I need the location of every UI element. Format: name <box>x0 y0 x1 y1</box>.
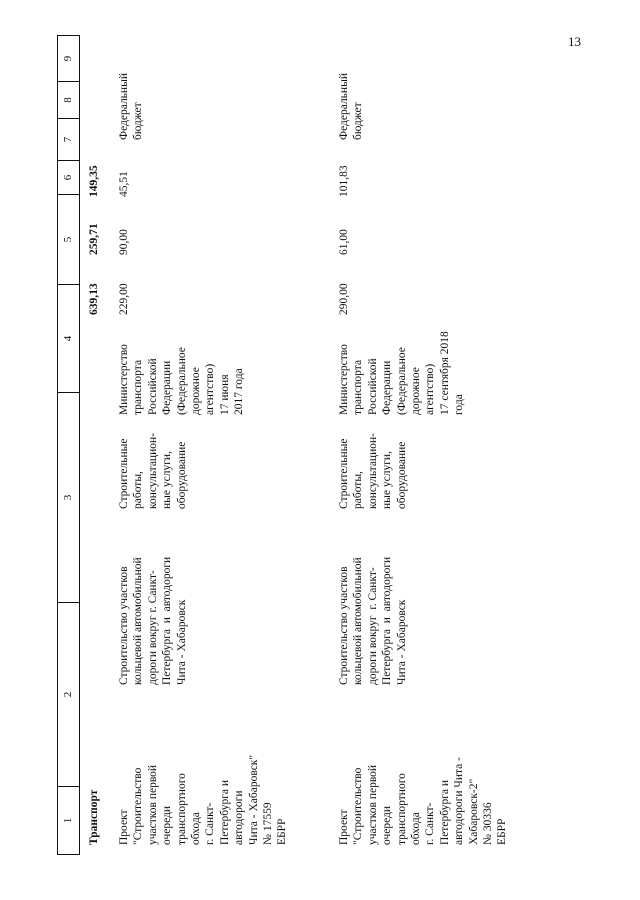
row-1-col7: 90,00 <box>118 229 130 255</box>
rotated-table <box>57 35 592 855</box>
row-1-executor: Министерство транспорта Российской Федерации (Федеральное дорожное агентство) 17 июня 2017 года <box>118 344 246 415</box>
row-1-project: Проект "Строительство участков первой очереди транспортного обхода г. Санкт- Петербурга и автодороги Чита - Хабаровск" № 17559 ЕБРР <box>118 754 289 845</box>
row-2-source: Федеральный бюджет <box>338 73 365 140</box>
section-total-col7: 259,71 <box>88 223 100 255</box>
row-1-col8: 45,51 <box>118 171 130 197</box>
column-header-3: 3 <box>58 392 79 602</box>
column-header-5: 5 <box>58 194 79 284</box>
row-2-col8: 101,83 <box>338 165 350 197</box>
column-header-1: 1 <box>58 786 79 854</box>
row-1-description: Строительство участков кольцевой автомобильной дороги вокруг г. Санкт- Петербурга и автодороги Чита - Хабаровск <box>118 556 188 685</box>
section-total-col6: 639,13 <box>88 283 100 315</box>
row-1-use-of-funds: Строительные работы, консультацион- ные услуги, оборудование <box>118 433 188 509</box>
table-header-row <box>57 35 80 855</box>
page-number: 13 <box>568 34 581 49</box>
row-2-col7: 61,00 <box>338 229 350 255</box>
row-2-description: Строительство участков кольцевой автомобильной дороги вокруг г. Санкт- Петербурга и автодороги Чита - Хабаровск <box>338 556 408 685</box>
row-2-executor: Министерство транспорта Российской Федерации (Федеральное дорожное агентство) 17 сентября 2018 года <box>338 331 466 415</box>
section-total-col8: 149,35 <box>88 165 100 197</box>
column-header-8: 8 <box>58 81 79 118</box>
column-header-6: 6 <box>58 160 79 194</box>
row-2-project: Проект "Строительство участков первой очереди транспортного обхода г. Санкт- Петербурга и автодороги Чита - Хабаровск-2" № 30336 ЕБРР <box>338 757 509 845</box>
row-1-source: Федеральный бюджет <box>118 73 145 140</box>
section-title: Транспорт <box>88 789 100 845</box>
row-1-col6: 229,00 <box>118 283 130 315</box>
column-header-9: 9 <box>62 55 74 62</box>
column-header-2: 2 <box>58 602 79 786</box>
row-2-col6: 290,00 <box>338 283 350 315</box>
column-header-4: 4 <box>58 284 79 392</box>
column-header-7: 7 <box>58 118 79 160</box>
row-2-use-of-funds: Строительные работы, консультацион- ные услуги, оборудование <box>338 433 408 509</box>
